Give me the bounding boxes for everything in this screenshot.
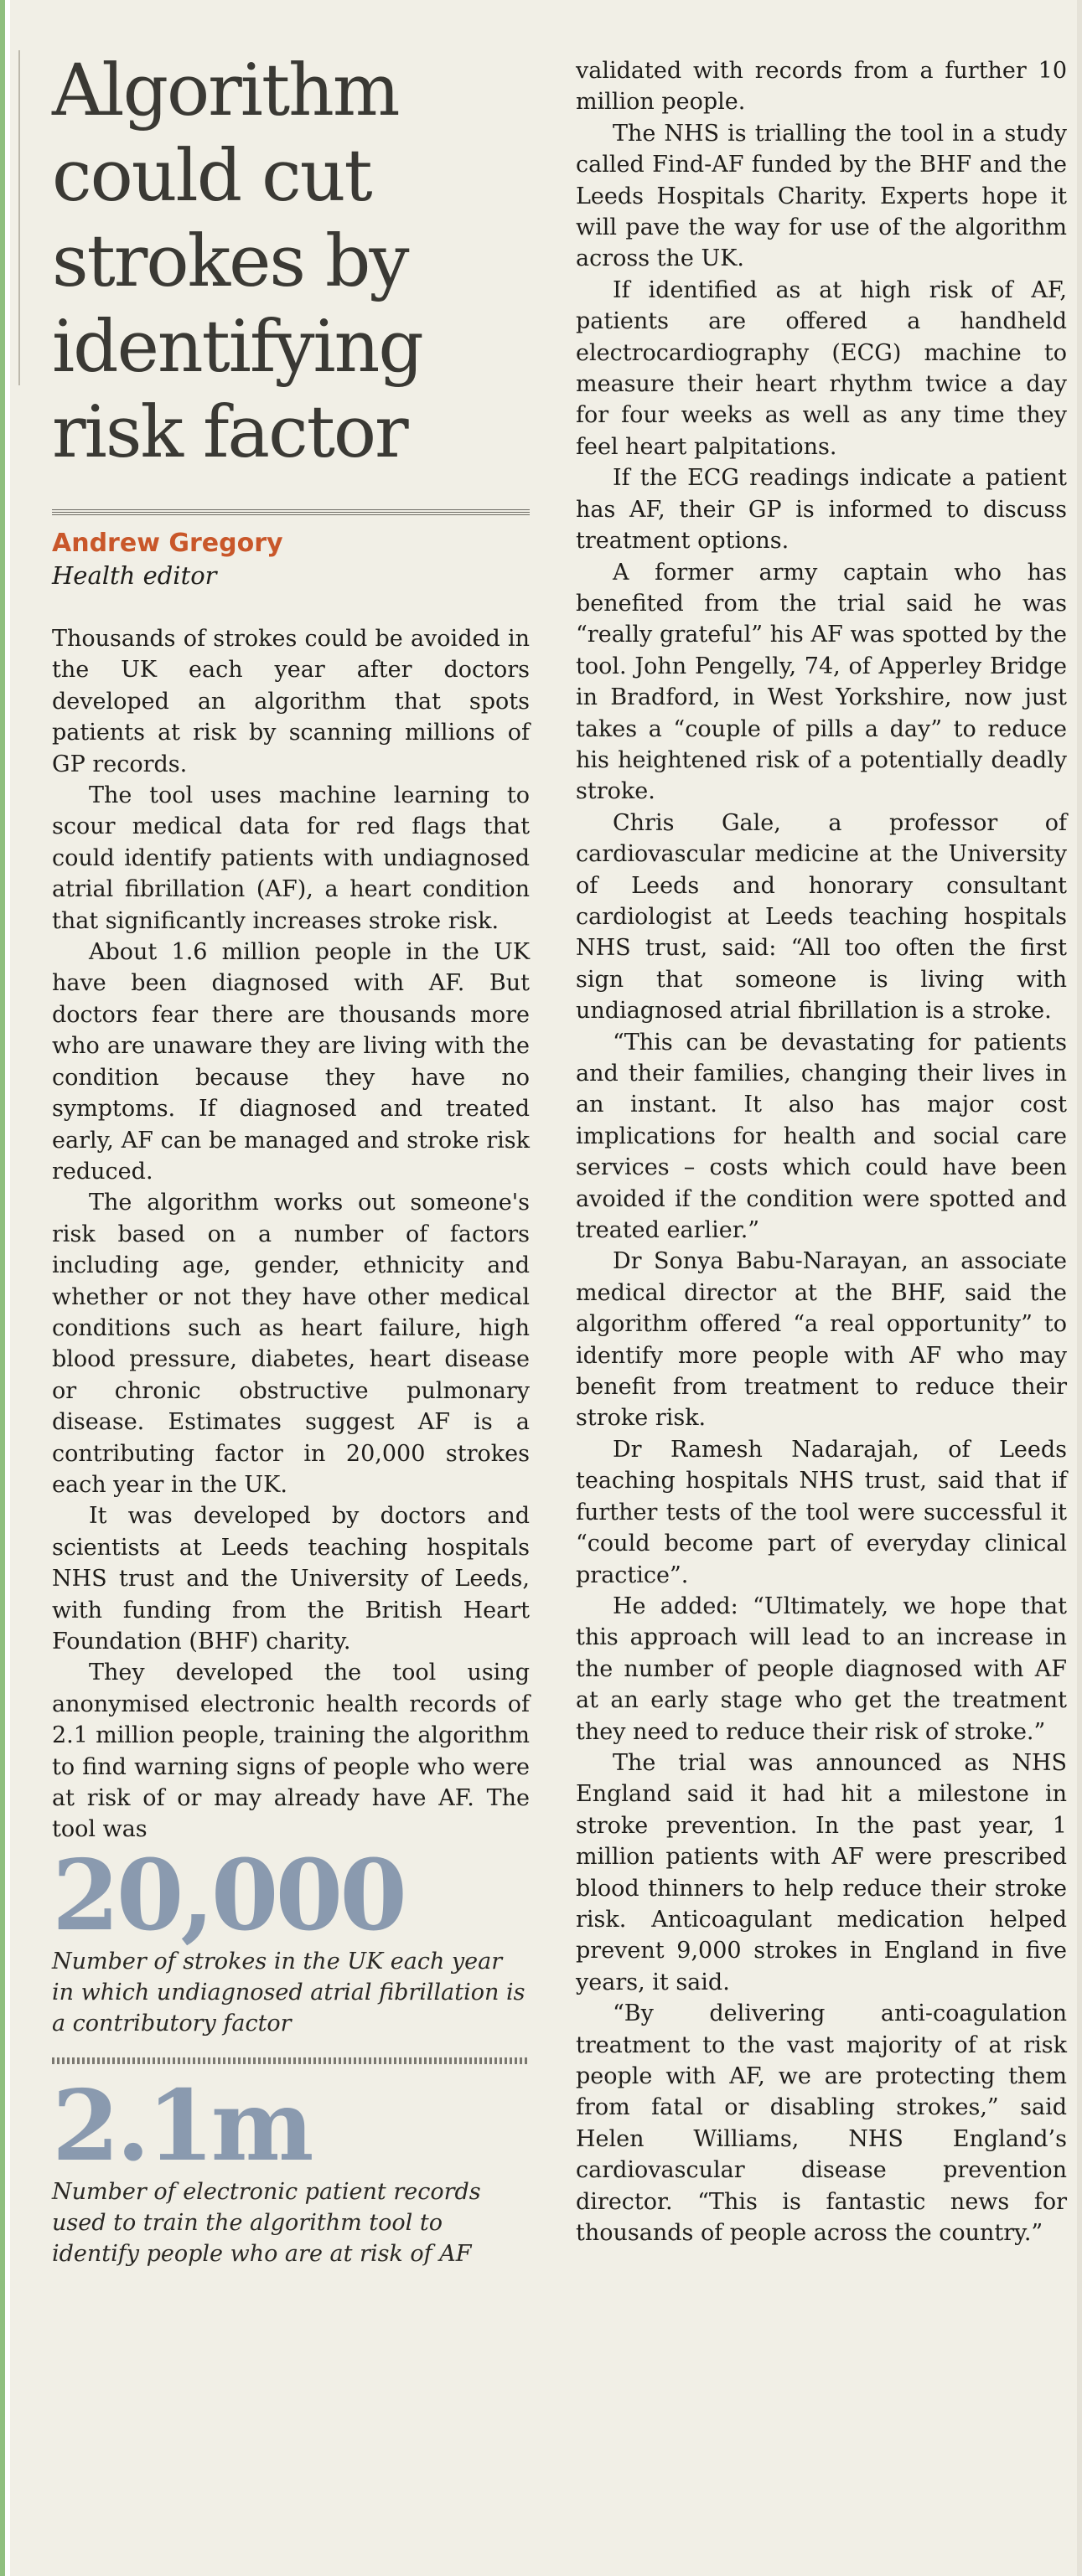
paragraph: If identified as at high risk of AF, patients are offered a handheld electrocardiography (ECG) machine to measure their heart rhythm twice a day for four weeks as well as any time they feel heart palpitations. <box>576 276 1067 460</box>
paragraph: If the ECG readings indicate a patient has AF, their GP is informed to discuss treatment options. <box>576 465 1067 555</box>
headline-line: risk factor <box>52 391 407 474</box>
stat-number: 2.1m <box>52 2068 311 2183</box>
stat-number: 20,000 <box>52 1838 404 1953</box>
left-column <box>52 49 530 2269</box>
headline <box>52 49 530 476</box>
byline-rule <box>52 509 530 516</box>
paragraph: validated with records from a further 10 million people. <box>576 58 1067 116</box>
paragraph: The trial was announced as NHS England said it had hit a milestone in stroke prevention. In the past year, 1 million patients with AF were prescribed blood thinners to help reduce their stroke risk. Anticoagulant medication helped prevent 9,000 strokes in England in five years, it said. <box>576 1749 1067 1995</box>
paragraph: A former army captain who has benefited from the trial said he was “really grateful” his AF was spotted by the tool. John Pengelly, 74, of Apperley Bridge in Bradford, in West Yorkshire, now just takes a “couple of pills a day” to reduce his heightened risk of a potentially deadly stroke. <box>576 559 1067 805</box>
paragraph: About 1.6 million people in the UK have been diagnosed with AF. But doctors fear there are thousands more who are unaware they are living with the condition because they have no symptoms. If diagnosed and treated early, AF can be managed and stroke risk reduced. <box>52 939 530 1185</box>
paragraph: Thousands of strokes could be avoided in the UK each year after doctors developed an algorithm that spots patients at risk by scanning millions of GP records. <box>52 626 530 777</box>
author-name: Andrew Gregory <box>52 529 283 558</box>
article-body-left <box>52 623 530 1846</box>
paragraph: The algorithm works out someone's risk based on a number of factors including age, gender, ethnicity and whether or not they have other medical conditions such as heart failure, high blood pressure, diabetes, heart disease or chronic obstructive pulmonary disease. Estimates suggest AF is a contributing factor in 20,000 strokes each year in the UK. <box>52 1190 530 1498</box>
paragraph: It was developed by doctors and scientists at Leeds teaching hospitals NHS trust and the University of Leeds, with funding from the British Heart Foundation (BHF) charity. <box>52 1503 530 1655</box>
headline-line: Algorithm <box>52 49 399 132</box>
paragraph: Dr Ramesh Nadarajah, of Leeds teaching hospitals NHS trust, said that if further tests of the tool were successful it “could become part of everyday clinical practice”. <box>576 1436 1067 1588</box>
page-edge <box>0 0 10 2576</box>
page-edge-right <box>1077 0 1082 2576</box>
paragraph: The NHS is trialling the tool in a study called Find-AF funded by the BHF and the Leeds Hospitals Charity. Experts hope it will pave the way for use of the algorithm across the UK. <box>576 120 1067 272</box>
paragraph: He added: “Ultimately, we hope that this approach will lead to an increase in the number of people diagnosed with AF at an early stage who get the treatment they need to reduce their risk of stroke.” <box>576 1593 1067 1745</box>
byline <box>52 528 530 591</box>
headline-line: identifying <box>52 306 422 389</box>
headline-line: strokes by <box>52 220 408 303</box>
stat-caption: Number of strokes in the UK each year in which undiagnosed atrial fibrillation is a contributory factor <box>52 1948 525 2037</box>
author-role: Health editor <box>52 561 217 590</box>
article-body-right <box>576 55 1067 2248</box>
paragraph: They developed the tool using anonymised electronic health records of 2.1 million people, training the algorithm to find warning signs of people who were at risk of or may already have AF. The tool was <box>52 1660 530 1843</box>
stat-box-records <box>52 2068 530 2269</box>
column-rule <box>18 50 20 385</box>
paragraph: Chris Gale, a professor of cardiovascular medicine at the University of Leeds and honorary consultant cardiologist at Leeds teaching hospitals NHS trust, said: “All too often the first sign that someone is living with undiagnosed atrial fibrillation is a stroke. <box>576 809 1067 1025</box>
stat-box-strokes <box>52 1838 530 2039</box>
stat-divider <box>52 2057 530 2064</box>
paragraph: “This can be devastating for patients and their families, changing their lives in an instant. It also has major cost implications for health and social care services – costs which could have been avoided if the condition were spotted and treated earlier.” <box>576 1029 1067 1244</box>
paragraph: Dr Sonya Babu-Narayan, an associate medical director at the BHF, said the algorithm offered “a real opportunity” to identify more people with AF who may benefit from treatment to reduce their stroke risk. <box>576 1248 1067 1432</box>
paragraph: “By delivering anti-coagulation treatment to the vast majority of at risk people with AF, we are protecting them from fatal or disabling strokes,” said Helen Williams, NHS England’s cardiovascular disease prevention director. “This is fantastic news for thousands of people across the country.” <box>576 2000 1067 2247</box>
paragraph: The tool uses machine learning to scour medical data for red flags that could identify patients with undiagnosed atrial fibrillation (AF), a heart condition that significantly increases stroke risk. <box>52 782 530 934</box>
stat-caption: Number of electronic patient records used to train the algorithm tool to identify people who are at risk of AF <box>52 2178 481 2267</box>
headline-line: could cut <box>52 135 371 218</box>
